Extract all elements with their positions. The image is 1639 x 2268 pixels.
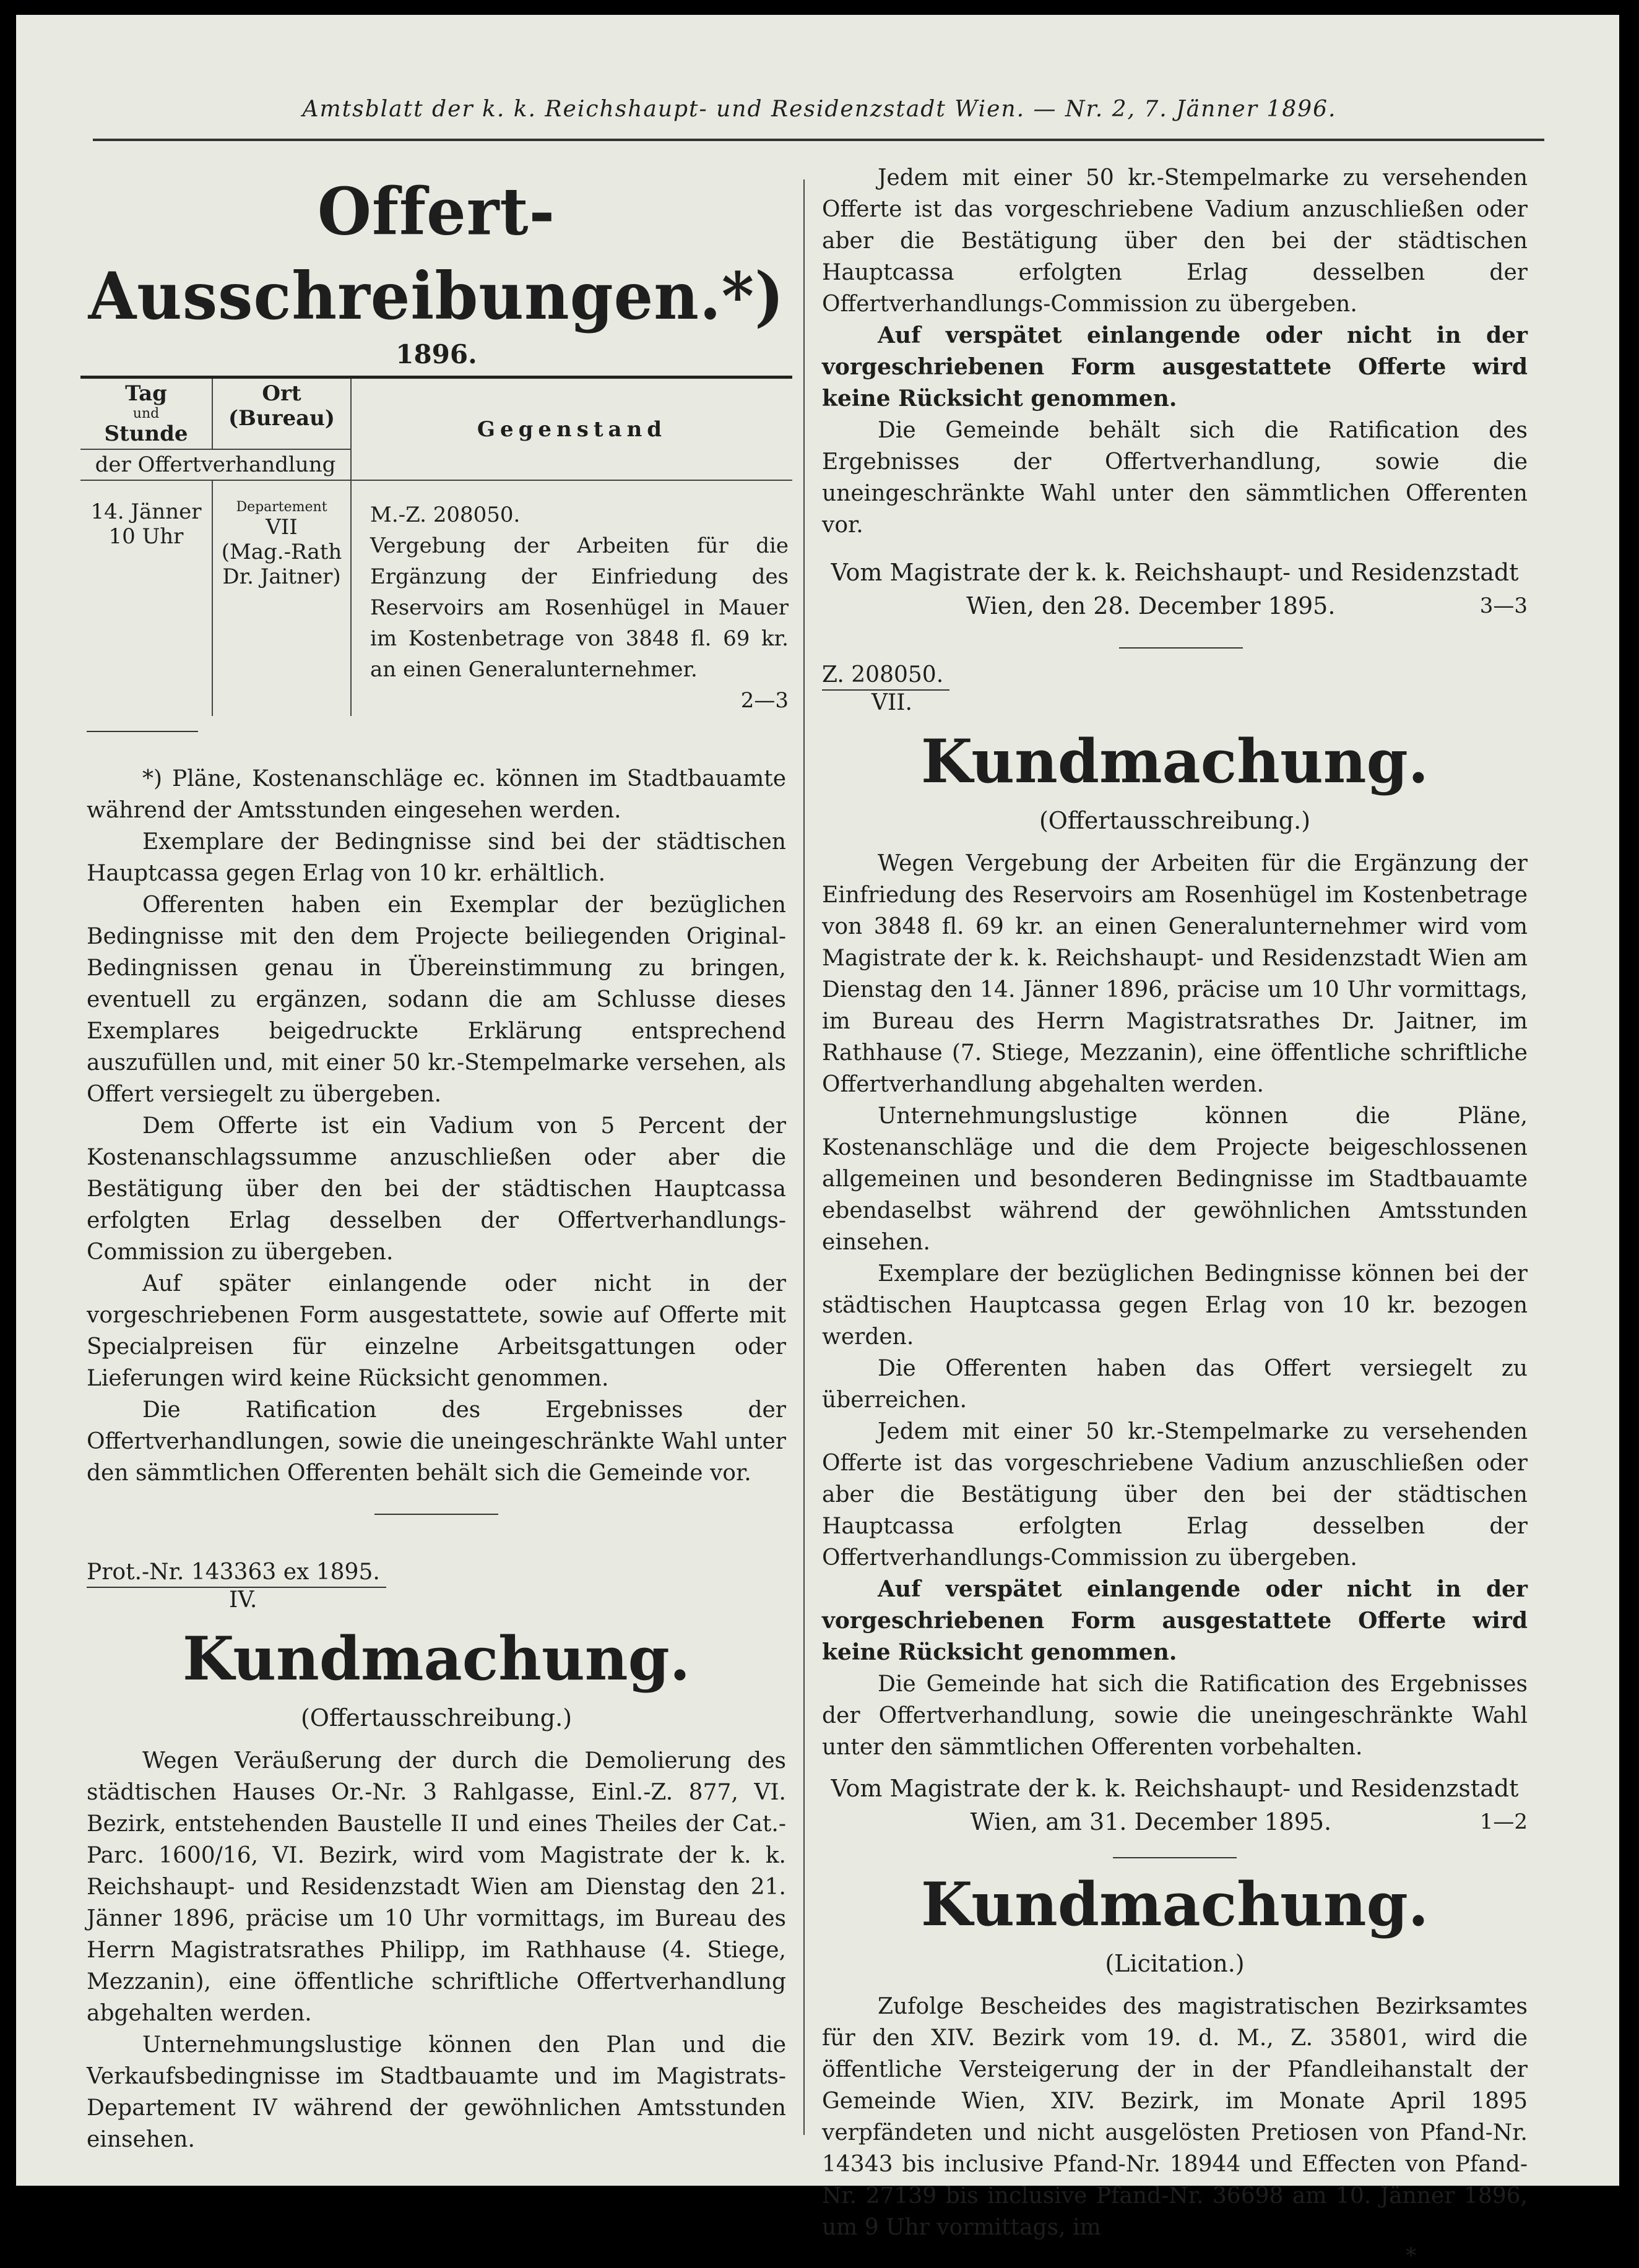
footnote-para: *) Pläne, Kostenanschläge ec. können im Stadtbauamte während der Amtsstunden eingesehen werden.: [87, 766, 786, 823]
table-end-rule: [87, 731, 198, 732]
row-dept: [212, 480, 351, 716]
row-dept-label: Departement: [236, 499, 327, 515]
z-dept: VII.: [871, 690, 912, 715]
row-dept-num: VII: [266, 515, 298, 540]
left-column: [87, 161, 789, 2155]
running-head: Amtsblatt der k. k. Reichshaupt- und Residenzstadt Wien. — Nr. 2, 7. Jänner 1896.: [302, 97, 1337, 122]
offert-heading: Offert-Ausschreibungen.*): [88, 173, 785, 335]
prot-ref: Prot.-Nr. 143363 ex 1895.: [87, 1558, 386, 1588]
kundmachung-para: Die Offerenten haben das Offert versiegelt zu überreichen.: [822, 1356, 1528, 1413]
footnote-para: Offerenten haben ein Exemplar der bezüglichen Bedingnisse mit den dem Projecte beiliegenden Original-Bedingnissen genau in Übereinstimmung zu bringen, eventuell zu ergänzen, sodann die am Schlusse dieses Exemplares beigedruckte Erklärung entsprechend auszufüllen und, mit einer 50 kr.-Stempelmarke versehen, als Offert versiegelt zu übergeben.: [87, 892, 786, 1107]
kundmachung-para: Exemplare der bezüglichen Bedingnisse können bei der städtischen Hauptcassa gegen Erlag von 10 kr. bezogen werden.: [822, 1261, 1528, 1350]
kundmachung-para: Wegen Veräußerung der durch die Demolierung des städtischen Hauses Or.-Nr. 3 Rahlgasse, Einl.-Z. 877, VI. Bezirk, entstehenden Baustelle II und eines Theiles der Cat.-Parc. 1600/16, VI. Bezirk, wird vom Magistrate der k. k. Reichshaupt- und Residenzstadt Wien am Dienstag den 21. Jänner 1896, präcise um 10 Uhr vormittags, im Bureau des Herrn Magistratsrathes Philipp, im Rathhause (4. Stiege, Mezzanin), eine öffentliche schriftliche Offertverhandlung abgehalten werden.: [87, 1748, 786, 2026]
col-bureau-label: (Bureau): [228, 406, 335, 431]
kundmachung-para-bold: Auf verspätet einlangende oder nicht in der vorgeschriebenen Form ausgestattete Offerte wird keine Rücksicht genommen.: [822, 1576, 1528, 1665]
kundmachung-title: Kundmachung.: [920, 727, 1429, 796]
right-column: [822, 162, 1528, 2268]
footnote-para: Die Ratification des Ergebnisses der Offertverhandlungen, sowie die uneingeschränkte Wahl unter den sämmtlichen Offerenten behält sich die Gemeinde vor.: [87, 1397, 786, 1486]
kundmachung-subtitle: (Licitation.): [1105, 1950, 1245, 1977]
footnote-para: Dem Offerte ist ein Vadium von 5 Percent der Kostenanschlagssumme anzuschließen oder aber die Bestätigung über den bei der städtischen Hauptcassa erfolgten Erlag desselben der Offertverhandlungs-Commission zu übergeben.: [87, 1113, 786, 1265]
signature-date: [822, 589, 1528, 623]
row-subject-text: Vergebung der Arbeiten für die Ergänzung der Einfriedung des Reservoirs am Rosenhügel in Mauer im Kostenbetrage von 3848 fl. 69 kr. an einen Generalunternehmer.: [370, 533, 789, 682]
row-mark: 2—3: [740, 688, 789, 713]
col-ort: [212, 377, 351, 450]
col-gegenstand: Gegenstand: [351, 377, 792, 481]
kundmachung-para: Wegen Vergebung der Arbeiten für die Ergänzung der Einfriedung des Reservoirs am Rosenhügel im Kostenbetrage von 3848 fl. 69 kr. an einen Generalunternehmer wird vom Magistrate der k. k. Reichshaupt- und Residenzstadt Wien am Dienstag den 14. Jänner 1896, präcise um 10 Uhr vormittags, im Bureau des Herrn Magistratsrathes Dr. Jaitner, im Rathhause (7. Stiege, Mezzanin), eine öffentliche schriftliche Offertverhandlung abgehalten werden.: [822, 851, 1528, 1097]
signature-date-text: Wien, am 31. December 1895.: [970, 1808, 1332, 1835]
row-date: [80, 480, 212, 716]
signature-line: Vom Magistrate der k. k. Reichshaupt- und Residenzstadt: [831, 559, 1519, 586]
right-para-bold: Auf verspätet einlangende oder nicht in der vorgeschriebenen Form ausgestattete Offerte wird keine Rücksicht genommen.: [822, 322, 1528, 412]
footnote-block: [87, 763, 786, 1489]
prot-dept: IV.: [229, 1587, 257, 1613]
table-header-row: [80, 377, 792, 450]
offert-table: [80, 376, 792, 716]
kundmachung-para: Zufolge Bescheides des magistratischen Bezirksamtes für den XIV. Bezirk vom 19. d. M., Z. 35801, wird die öffentliche Versteigerung der in der Pfandleihanstalt der Gemeinde Wien, XIV. Bezirk, im Monate April 1895 verpfändeten und nicht ausgelösten Pretiosen von Pfand-Nr. 14343 bis inclusive Pfand-Nr. 18944 und Effecten von Pfand-Nr. 27139 bis inclusive Pfand-Nr. 36698 am 10. Jänner 1896, um 9 Uhr vormittags, im: [822, 1994, 1528, 2240]
row-subject: [351, 480, 792, 716]
year: 1896.: [396, 339, 477, 369]
row-dept-3: Dr. Jaitner): [222, 564, 341, 589]
signature-line: Vom Magistrate der k. k. Reichshaupt- und Residenzstadt: [831, 1775, 1519, 1802]
col-tag-stunde: [80, 377, 212, 450]
section-rule: [1119, 647, 1243, 649]
right-para: Die Gemeinde behält sich die Ratification des Ergebnisses der Offertverhandlung, sowie die uneingeschränkte Wahl unter den sämmtlichen Offerenten vor.: [822, 418, 1528, 538]
kundmachung-title: Kundmachung.: [920, 1869, 1429, 1939]
kundmachung-title: Kundmachung.: [182, 1624, 691, 1694]
header-rule: [93, 139, 1544, 141]
right-para: Jedem mit einer 50 kr.-Stempelmarke zu versehenden Offerte ist das vorgeschriebene Vadium anzuschließen oder aber die Bestätigung über den bei der städtischen Hauptcassa erfolgten Erlag desselben der Offertverhandlungs-Commission zu übergeben.: [822, 165, 1528, 317]
row-dept-2: (Mag.-Rath: [221, 540, 342, 564]
z-ref: Z. 208050.: [822, 661, 949, 691]
table-row: [80, 480, 792, 716]
row-subject-no: M.-Z. 208050.: [370, 502, 521, 527]
signature-date: [822, 1805, 1528, 1839]
footnote-para: Exemplare der Bedingnisse sind bei der städtischen Hauptcassa gegen Erlag von 10 kr. erhältlich.: [87, 829, 786, 886]
kundmachung-para: Die Gemeinde hat sich die Ratification des Ergebnisses der Offertverhandlung, sowie die uneingeschränkte Wahl unter den sämmtlichen Offerenten vorbehalten.: [822, 1671, 1528, 1760]
section-rule: [1113, 1857, 1237, 1858]
signature-mark: 3—3: [1479, 593, 1528, 618]
kundmachung-para: Jedem mit einer 50 kr.-Stempelmarke zu versehenden Offerte ist das vorgeschriebene Vadium anzuschließen oder aber die Bestätigung über den bei der städtischen Hauptcassa erfolgten Erlag desselben der Offertverhandlungs-Commission zu übergeben.: [822, 1419, 1528, 1571]
kundmachung-para: Unternehmungslustige können die Pläne, Kostenanschläge und die dem Projecte beigeschlossenen allgemeinen und besonderen Bedingnisse im Stadtbauamte ebendaselbst während der gewöhnlichen Amtsstunden einsehen.: [822, 1103, 1528, 1255]
catchword: *: [1406, 2243, 1416, 2268]
col-und: und: [132, 406, 160, 421]
col-tag: Tag: [125, 381, 167, 406]
section-rule: [374, 1514, 498, 1515]
row-date-text: 14. Jänner: [90, 499, 202, 524]
table-subhead: der Offertverhandlung: [80, 449, 351, 480]
signature-date-text: Wien, den 28. December 1895.: [966, 592, 1336, 619]
column-rule: [803, 179, 805, 2135]
kundmachung-para: Unternehmungslustige können den Plan und die Verkaufsbedingnisse im Stadtbauamte und im Magistrats-Departement IV während der gewöhnlichen Amtsstunden einsehen.: [87, 2032, 786, 2152]
signature-mark: 1—2: [1479, 1809, 1528, 1834]
footnote-para: Auf später einlangende oder nicht in der vorgeschriebenen Form ausgestattete, sowie auf Offerte mit Specialpreisen für einzelne Arbeitsgattungen oder Lieferungen wird keine Rücksicht genommen.: [87, 1271, 786, 1391]
kundmachung-subtitle: (Offertausschreibung.): [300, 1704, 573, 1731]
col-stunde: Stunde: [104, 421, 188, 446]
kundmachung-subtitle: (Offertausschreibung.): [1039, 807, 1311, 834]
col-ort-label: Ort: [262, 381, 301, 406]
row-time-text: 10 Uhr: [108, 524, 184, 549]
